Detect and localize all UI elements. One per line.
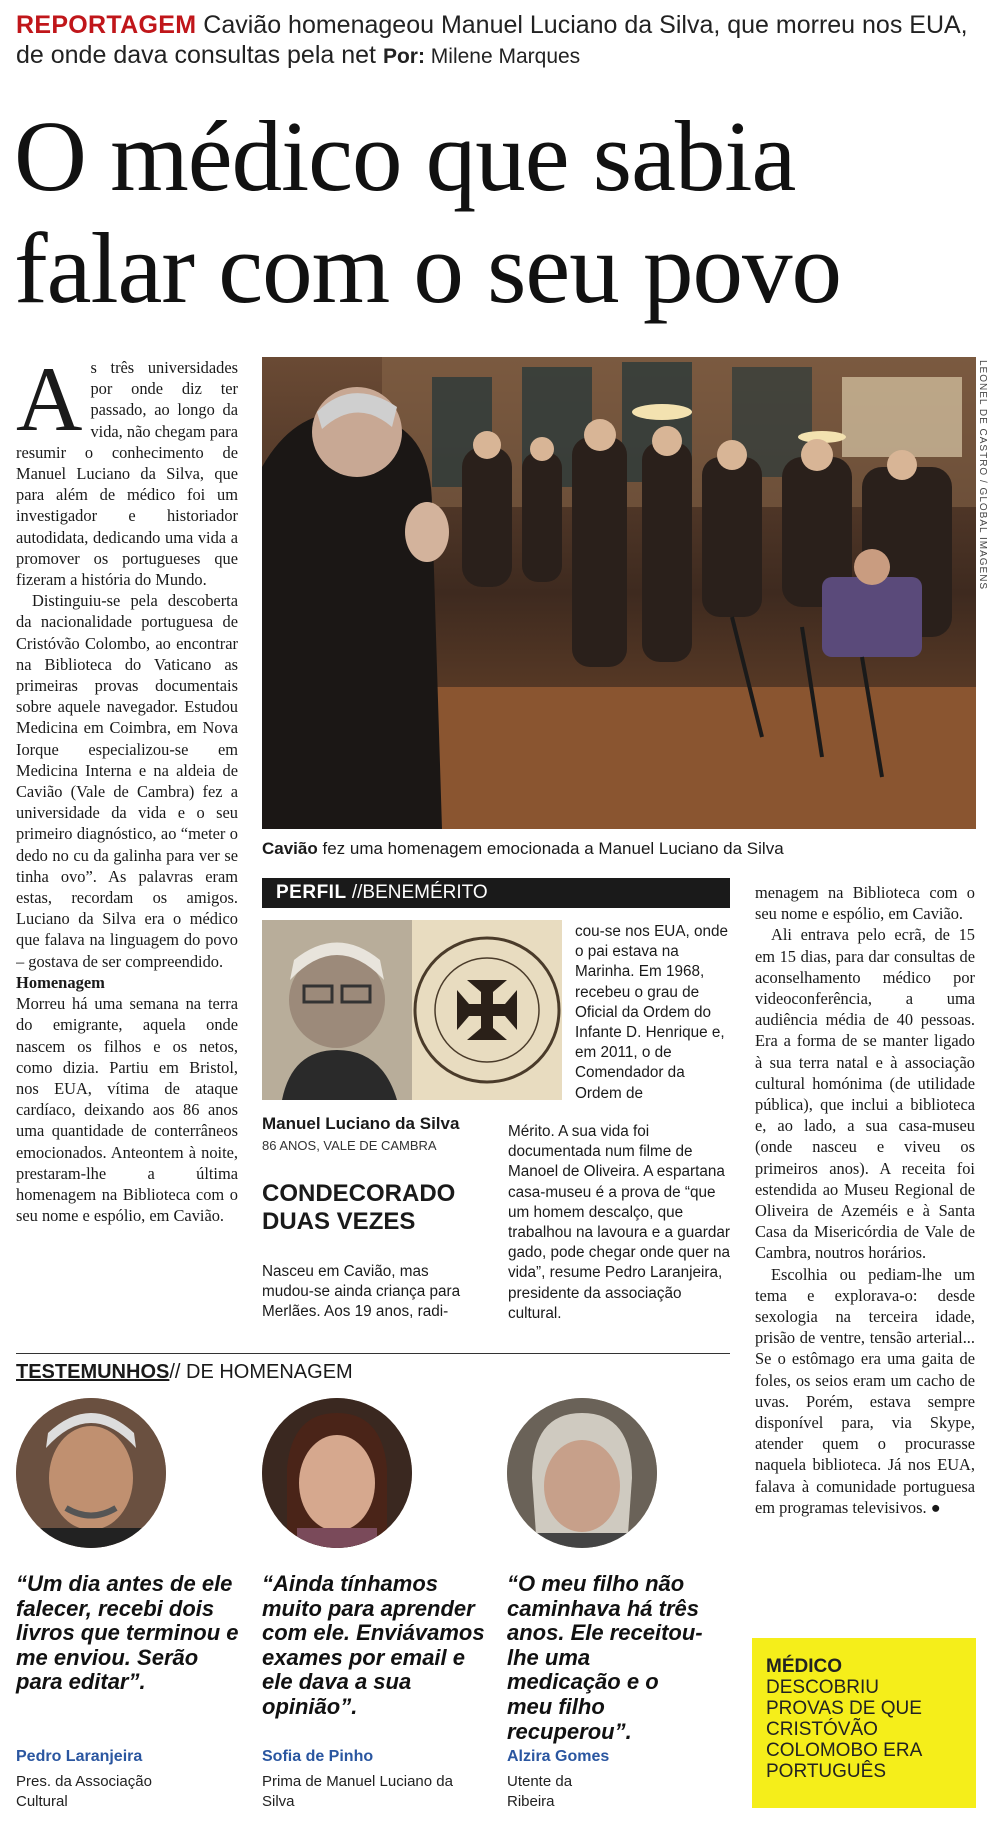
testimony-name-1: Pedro Laranjeira (16, 1748, 143, 1765)
caption-bold: Cavião (262, 839, 318, 858)
avatar-2-illustration (262, 1398, 412, 1548)
photo-credit-text: LEONEL DE CASTRO / GLOBAL IMAGENS (977, 360, 988, 591)
subhead-homenagem: Homenagem (16, 972, 105, 992)
avatar-alzira-gomes (507, 1398, 657, 1548)
perfil-label: PERFIL (276, 882, 347, 903)
testimony-role-2: Prima de Manuel Luciano da Silva (262, 1773, 453, 1810)
body-column-4 (755, 882, 975, 1622)
headline-line-1: O médico que sabia (14, 100, 796, 212)
avatar-1-illustration (16, 1398, 166, 1548)
body-col4-paragraph-3: Escolhia ou pediam-lhe um tema e explorava-o: desde sexologia na terceira idade, prisão de ventre, tensão arterial... Se o estômago era uma gaita de foles, os seios eram um cacho de uvas. Porém, estava sempre disponível para, via Skype, atender quem o procurasse naquela biblioteca. Já nos EUA, falava à comunidade portuguesa em programas televisivos. ● (755, 1264, 975, 1517)
testemunhos-header (16, 1361, 353, 1384)
article-kicker (16, 10, 986, 72)
body-paragraph-1 (16, 357, 238, 590)
testimony-quote-3: “O meu filho não caminhava há três anos. Ele receitou-lhe uma medicação e o meu filho recuperou”. (507, 1571, 703, 1744)
callout-label: MÉDICO (766, 1656, 842, 1677)
testemunhos-sublabel: // DE HOMENAGEM (169, 1361, 353, 1383)
photo-caption (262, 838, 976, 860)
event-photo (262, 357, 976, 829)
perfil-text-a: Nasceu em Cavião, mas mudou-se ainda criança para Merlães. Aos 19 anos, radi- (262, 1263, 461, 1321)
body-col4-paragraph-2: Ali entrava pelo ecrã, de 15 em 15 dias, para dar consultas de aconselhamento médico por videoconferência, a uma audiência média de 40 pessoas. Era a forma de se manter ligado à sua terra natal e à associação cultural homónima (de utilidade pública), que inclui a biblioteca e, ao lado, a sua casa-museu (onde nasceu e viveu os primeiros anos). A receita foi estendida ao Museu Regional de Oliveira de Azeméis e à Santa Casa da Misericórdia de Vale de Cambra, noutros horários. (755, 925, 975, 1263)
headline-line-2: falar com o seu povo (14, 212, 842, 324)
testimony-quote-1: “Um dia antes de ele falecer, recebi dois livros que terminou e me enviou. Serão para editar”. (16, 1571, 239, 1695)
callout-box (752, 1638, 976, 1808)
testimony-name-2: Sofia de Pinho (262, 1748, 374, 1765)
perfil-sublabel: //BENEMÉRITO (346, 882, 488, 903)
body-paragraph-3: Morreu há uma semana na terra do emigrante, aquela onde nascem os filhos e os netos, como dizia. Partiu em Bristol, nos EUA, vítima de ataque cardíaco, deixando aos 86 anos uma quantidade de conterrâneos emocionados. Anteontem à noite, prestaram-lhe a última homenagem na Biblioteca com o seu nome e espólio, em Cavião. (16, 994, 238, 1226)
testimony-quote-2: “Ainda tínhamos muito para aprender com ele. Enviávamos exames por email e ele dava a sua opinião”. (262, 1571, 485, 1719)
avatar-pedro-laranjeira (16, 1398, 166, 1548)
event-photo-illustration (262, 357, 976, 829)
testimony-role-3: Utente da Ribeira (507, 1773, 573, 1810)
perfil-portrait-and-seal (262, 920, 562, 1100)
caption-text: fez uma homenagem emocionada a Manuel Luciano da Silva (317, 839, 784, 858)
perfil-title: CONDECORADO DUAS VEZES (262, 1180, 456, 1235)
drop-cap: A (16, 357, 83, 450)
avatar-sofia-de-pinho (262, 1398, 412, 1548)
body-paragraph-2: Distinguiu-se pela descoberta da nacionalidade portuguesa de Cristóvão Colombo, ao encontrar na Biblioteca do Vaticano as primeiras provas documentais sobre aquele navegador. Estudou Medicina em Coimbra, em Nova Iorque especializou-se em Medicina Interna e na aldeia de Cavião (Vale de Cambra) fez a universidade da vida e o seu primeiro diagnóstico, ao “meter o dedo no cu da galinha para ver se tinha ovo”. As palavras eram estas, recordam os amigos. Luciano da Silva era o médico que falava na linguagem do povo – gostava de ser compreendido. (16, 591, 238, 971)
body-paragraph-1-text: s três universidades por onde diz ter passado, ao longo da vida, não chegam para resumir o conhecimento de Manuel Luciano da Silva, que para além de médico foi um investigador e historiador autodidata, dedicando uma vida a promover os portugueses que fizeram a história do Mundo. (16, 358, 238, 590)
perfil-text-c: Mérito. A sua vida foi documentada num filme de Manoel de Oliveira. A espartana casa-museu é a prova de “que um homem descalço, que trabalhou na lavoura e a guardar gado, pode chegar onde quer na vida”, resume Pedro Laranjeira, presidente da associação cultural. (508, 1123, 730, 1322)
perfil-meta: 86 ANOS, VALE DE CAMBRA (262, 1138, 437, 1153)
headline (14, 100, 984, 324)
body-column-1 (16, 357, 238, 1332)
byline-name: Milene Marques (424, 45, 581, 68)
byline-label: Por: (382, 45, 425, 68)
kicker-text: Cavião homenageou Manuel Luciano da Silva, que morreu nos EUA, de onde dava consultas pela net (16, 11, 968, 69)
testimony-role-1: Pres. da Associação Cultural (16, 1773, 152, 1810)
perfil-image (262, 920, 562, 1100)
perfil-text-b: cou-se nos EUA, onde o pai estava na Marinha. Em 1968, recebeu o grau de Oficial da Ordem do Infante D. Henrique e, em 2011, o de Comendador da Ordem de (575, 923, 729, 1102)
callout-text: DESCOBRIU PROVAS DE QUE CRISTÓVÃO COLOMOBO ERA PORTUGUÊS (766, 1677, 922, 1782)
testimony-name-3: Alzira Gomes (507, 1748, 610, 1765)
perfil-name: Manuel Luciano da Silva (262, 1114, 460, 1133)
body-col4-paragraph-1: menagem na Biblioteca com o seu nome e espólio, em Cavião. (755, 883, 975, 924)
photo-credit (977, 360, 993, 830)
testemunhos-rule (16, 1353, 730, 1354)
section-tag: REPORTAGEM (16, 11, 197, 39)
avatar-3-illustration (507, 1398, 657, 1548)
perfil-bar (262, 878, 730, 908)
testemunhos-label: TESTEMUNHOS (16, 1361, 170, 1383)
